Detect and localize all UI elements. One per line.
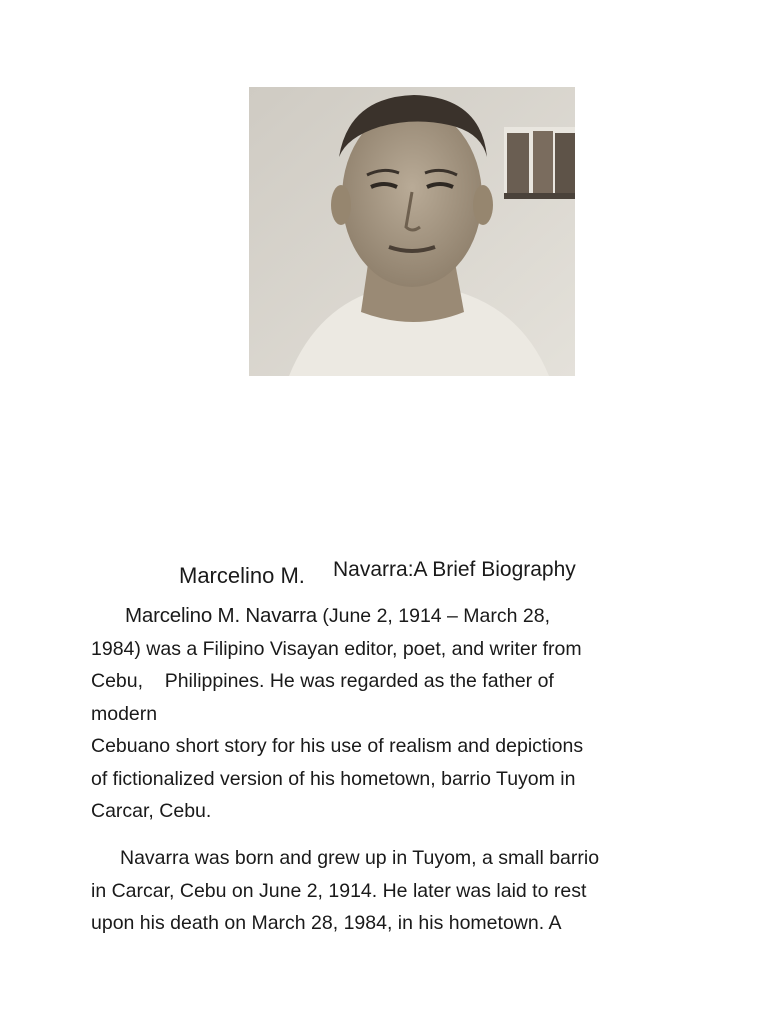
- paragraph-2-line-3: upon his death on March 28, 1984, in his hometown. A: [91, 912, 562, 934]
- paragraph-2-line-1: Navarra was born and grew up in Tuyom, a small barrio: [120, 847, 600, 869]
- paragraph-1-line-3: Cebu, Philippines. He was regarded as the father of: [91, 670, 554, 692]
- subject-name: Marcelino M. Navarra: [125, 604, 317, 627]
- biography-paragraph-2: [91, 842, 691, 940]
- paragraph-1-line-5: Cebuano short story for his use of realism and depictions: [91, 735, 584, 757]
- biography-paragraph-1: [91, 600, 691, 828]
- paragraph-1-line-1-rest: (June 2, 1914 – March 28,: [316, 605, 551, 627]
- title-part-2: Navarra:A Brief Biography: [333, 558, 576, 581]
- title-part-1: Marcelino M.: [179, 563, 305, 588]
- paragraph-1-line-4: modern: [91, 702, 158, 725]
- portrait-illustration: [249, 87, 575, 376]
- paragraph-1-line-6: of fictionalized version of his hometown, barrio Tuyom in: [91, 767, 576, 790]
- paragraph-1-line-2: 1984) was a Filipino Visayan editor, poet, and writer from: [91, 637, 582, 660]
- paragraph-1-line-1: [91, 600, 691, 633]
- portrait-photo: [249, 87, 575, 376]
- paragraph-1-line-7: Carcar, Cebu.: [91, 800, 212, 822]
- paragraph-2-line-2: in Carcar, Cebu on June 2, 1914. He later was laid to rest: [91, 879, 587, 902]
